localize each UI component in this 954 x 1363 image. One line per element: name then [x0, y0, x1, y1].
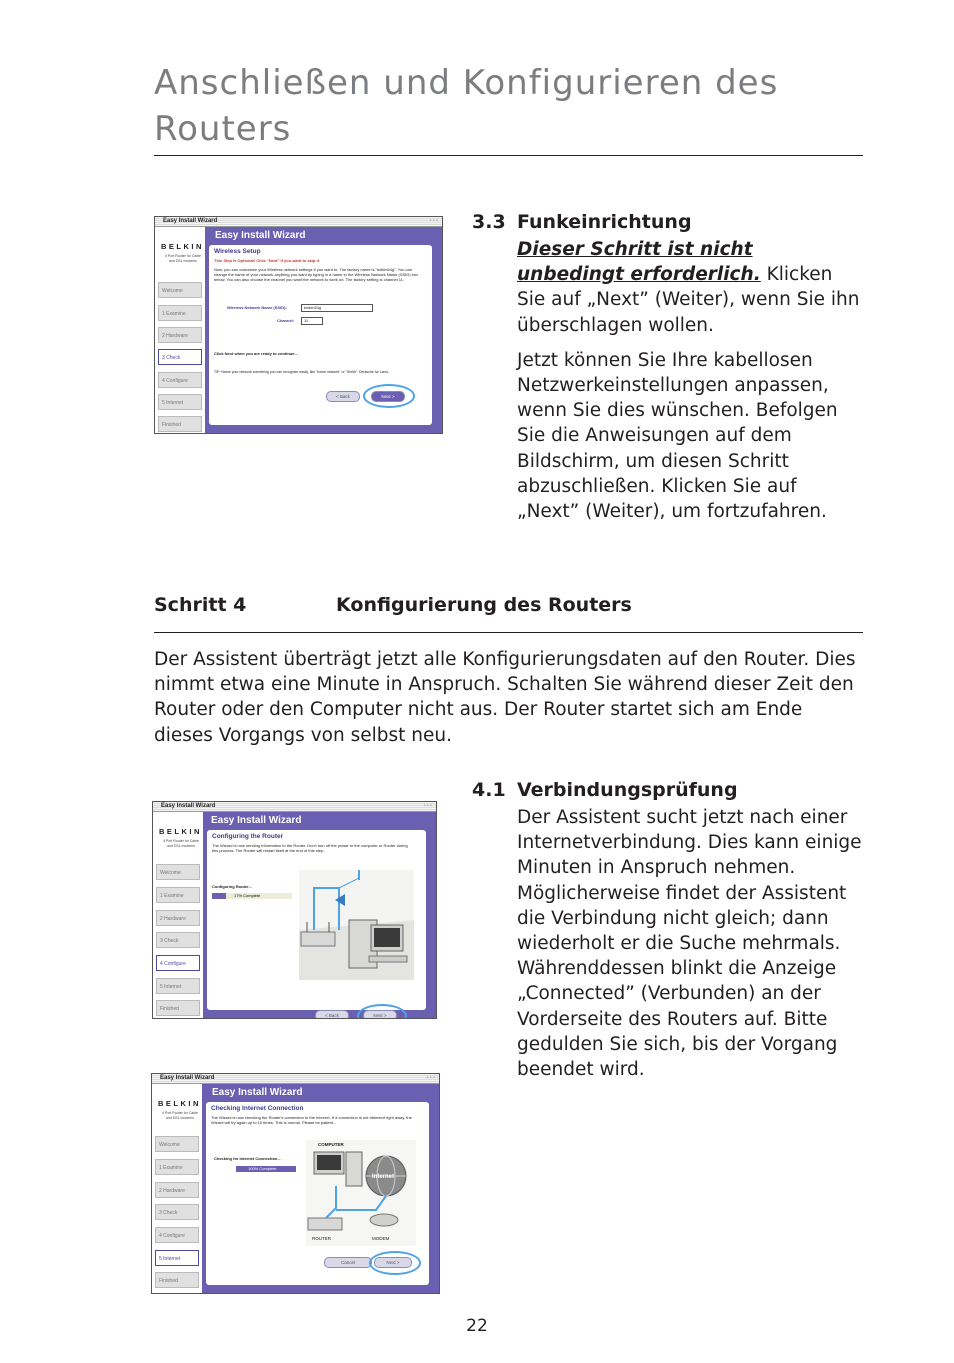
cancel-button: Cancel	[324, 1257, 372, 1268]
window-controls-icon: ◦◦◦	[429, 218, 439, 224]
back-button: < Back	[315, 1010, 349, 1019]
panel-title: Configuring the Router	[212, 833, 284, 840]
step-finished: Finished	[155, 1272, 199, 1288]
wizard-sidebar	[153, 812, 203, 1018]
next-button: Next >	[371, 391, 405, 402]
section-33-number: 3.3	[472, 211, 506, 233]
step-welcome: Welcome	[155, 1136, 199, 1152]
step4-label: Schritt 4	[154, 594, 247, 616]
step-configure: 4 Configure	[155, 1227, 199, 1243]
title-divider	[154, 155, 863, 156]
section-33-body	[517, 237, 862, 524]
wizard-title: Easy Install Wizard	[215, 230, 306, 241]
window-titlebar: Easy Install Wizard	[153, 802, 436, 812]
progress-fill	[212, 893, 226, 899]
wizard-sidebar	[155, 227, 205, 433]
configuring-router-screenshot	[152, 801, 437, 1019]
wizard-main	[203, 812, 436, 1018]
step-configure: 4 Configure	[156, 955, 200, 971]
step-examine: 1 Examine	[158, 305, 202, 321]
configuring-intro: The Wizard is now sending Information to the Router. Don't turn off the power to the computer or Router during this process. The Router will restart itself at the end of this step.	[212, 843, 408, 853]
wizard-title: Easy Install Wizard	[212, 1087, 303, 1098]
progress-bar	[212, 893, 292, 899]
belkin-logo: BELKIN	[161, 242, 204, 251]
wireless-intro: Now, you can customize your Wireless network settings if you want to. The factory name is "belkin54g". You can change the name of your network anything you want by typing in a name in the Wireless Network Name (SSID) box below. You can also choose the channel you want the network to work on. The factory setting is channel 11.	[214, 267, 419, 282]
window-titlebar: Easy Install Wizard	[155, 217, 442, 227]
progress-bar	[236, 1166, 296, 1172]
step-configure: 4 Configure	[158, 372, 202, 388]
checking-intro: The Wizard is now checking the Router's connection to the Internet. If a connection is not detected right away, the Wizard will try again up to 10 times. This is normal. Please be patient...	[211, 1115, 412, 1125]
page-title: Anschließen und Konfigurieren des Routers	[154, 63, 779, 149]
wireless-setup-screenshot	[154, 216, 443, 434]
diagram-internet-label: Internet	[372, 1174, 395, 1180]
step-check: 3 Check	[156, 932, 200, 948]
section-33-para1: Klicken Sie auf „Next” (Weiter), wenn Sie ihn überschlagen wollen.	[517, 264, 860, 336]
logo-subtitle: 4 Port Router for Cable and DSL modems	[165, 254, 201, 263]
panel-title: Wireless Setup	[214, 248, 261, 255]
wizard-main	[205, 227, 442, 433]
diagram-modem-label: MODEM	[372, 1236, 390, 1241]
step-examine: 1 Examine	[155, 1159, 199, 1175]
diagram-router-label: ROUTER	[312, 1236, 331, 1241]
logo-subtitle: 4 Port Router for Cable and DSL modems	[162, 1111, 198, 1120]
step-hardware: 2 Hardware	[158, 327, 202, 343]
wizard-sidebar	[152, 1084, 202, 1293]
ssid-field: belkin54g	[301, 304, 373, 312]
continue-text: Click Next when you are ready to continue...	[214, 351, 298, 356]
step4-divider	[154, 632, 863, 633]
section-41-heading: Verbindungsprüfung	[517, 779, 738, 801]
section-41-body: Der Assistent sucht jetzt nach einer Internetverbindung. Dies kann einige Minuten in Anspruch nehmen. Möglicherweise findet der Assistent die Verbindung nicht gleich; dann wiederholt er die Suche mehrmals. Währenddessen blinkt die Anzeige „Connected” (Verbunden) an der Vorderseite des Routers auf. Bitte gedulden Sie sich, bis der Vorgang beendet wird.	[517, 807, 862, 1081]
section-41-number: 4.1	[472, 779, 506, 801]
next-highlight-ring	[363, 384, 415, 408]
page-number: 22	[466, 1316, 488, 1336]
next-button: Next >	[363, 1010, 397, 1019]
step-finished: Finished	[156, 1000, 200, 1016]
step-hardware: 2 Hardware	[156, 910, 200, 926]
back-button: < Back	[326, 391, 360, 402]
step-check: 3 Check	[155, 1204, 199, 1220]
step4-heading: Konfigurierung des Routers	[336, 594, 632, 616]
next-highlight-ring	[357, 1004, 407, 1019]
ssid-label: Wireless Network Name (SSID):	[227, 305, 287, 310]
step-internet: 5 Internet	[155, 1250, 199, 1266]
progress-label: Configuring Router...	[212, 884, 252, 889]
next-highlight-ring	[369, 1251, 421, 1275]
step-welcome: Welcome	[158, 282, 202, 298]
belkin-logo: BELKIN	[158, 1099, 201, 1108]
step-finished: Finished	[158, 416, 202, 432]
router-computer-illustration	[299, 870, 414, 980]
logo-subtitle: 4 Port Router for Cable and DSL modems	[163, 839, 199, 848]
step-internet: 5 Internet	[158, 394, 202, 410]
optional-note: This Step is Optional! Click "Next" if you want to skip it.	[214, 258, 321, 263]
diagram-computer-label: COMPUTER	[318, 1142, 344, 1147]
step-check: 3 Check	[158, 349, 202, 365]
panel-title: Checking Internet Connection	[211, 1105, 304, 1112]
step-hardware: 2 Hardware	[155, 1182, 199, 1198]
wizard-panel	[209, 245, 432, 425]
window-controls-icon: ◦◦◦	[423, 803, 433, 809]
step-internet: 5 Internet	[156, 978, 200, 994]
step4-body: Der Assistent überträgt jetzt alle Konfigurierungsdaten auf den Router. Dies nimmt etwa eine Minute in Anspruch. Schalten Sie während dieser Zeit den Router oder den Computer nicht aus. Der Router startet sich am Ende dieses Vorgangs von selbst neu.	[154, 649, 856, 746]
window-titlebar: Easy Install Wizard	[152, 1074, 439, 1084]
progress-label: Checking for Internet Connection...	[214, 1156, 281, 1161]
progress-text: 17% Complete	[234, 893, 261, 898]
channel-label: Channel:	[277, 318, 295, 323]
checking-internet-screenshot	[151, 1073, 440, 1294]
step-welcome: Welcome	[156, 864, 200, 880]
section-33-heading: Funkeinrichtung	[517, 211, 692, 233]
wizard-main	[202, 1084, 439, 1293]
network-diagram-illustration	[306, 1140, 416, 1246]
channel-select: 11	[301, 317, 323, 325]
optional-emphasis: Dieser Schritt ist nicht unbedingt erforderlich.	[517, 239, 761, 286]
step-examine: 1 Examine	[156, 887, 200, 903]
wireless-tip: TIP: Name your network something you can recognize easily, like "home network" or "Smith". Deutsche fur Land..	[214, 370, 390, 374]
wizard-panel	[206, 1102, 429, 1285]
belkin-logo: BELKIN	[159, 827, 202, 836]
wizard-title: Easy Install Wizard	[211, 815, 302, 826]
next-button: Next >	[374, 1257, 412, 1268]
section-33-para2: Jetzt können Sie Ihre kabellosen Netzwerkeinstellungen anpassen, wenn Sie dies wünschen. Befolgen Sie die Anweisungen auf dem Bildschirm, um diesen Schritt abzuschließen. Klicken Sie auf „Next” (Weiter), um fortzufahren.	[517, 349, 838, 523]
wizard-panel	[207, 830, 426, 1018]
progress-text: 100% Complete	[248, 1166, 277, 1171]
window-controls-icon: ◦◦◦	[426, 1075, 436, 1081]
